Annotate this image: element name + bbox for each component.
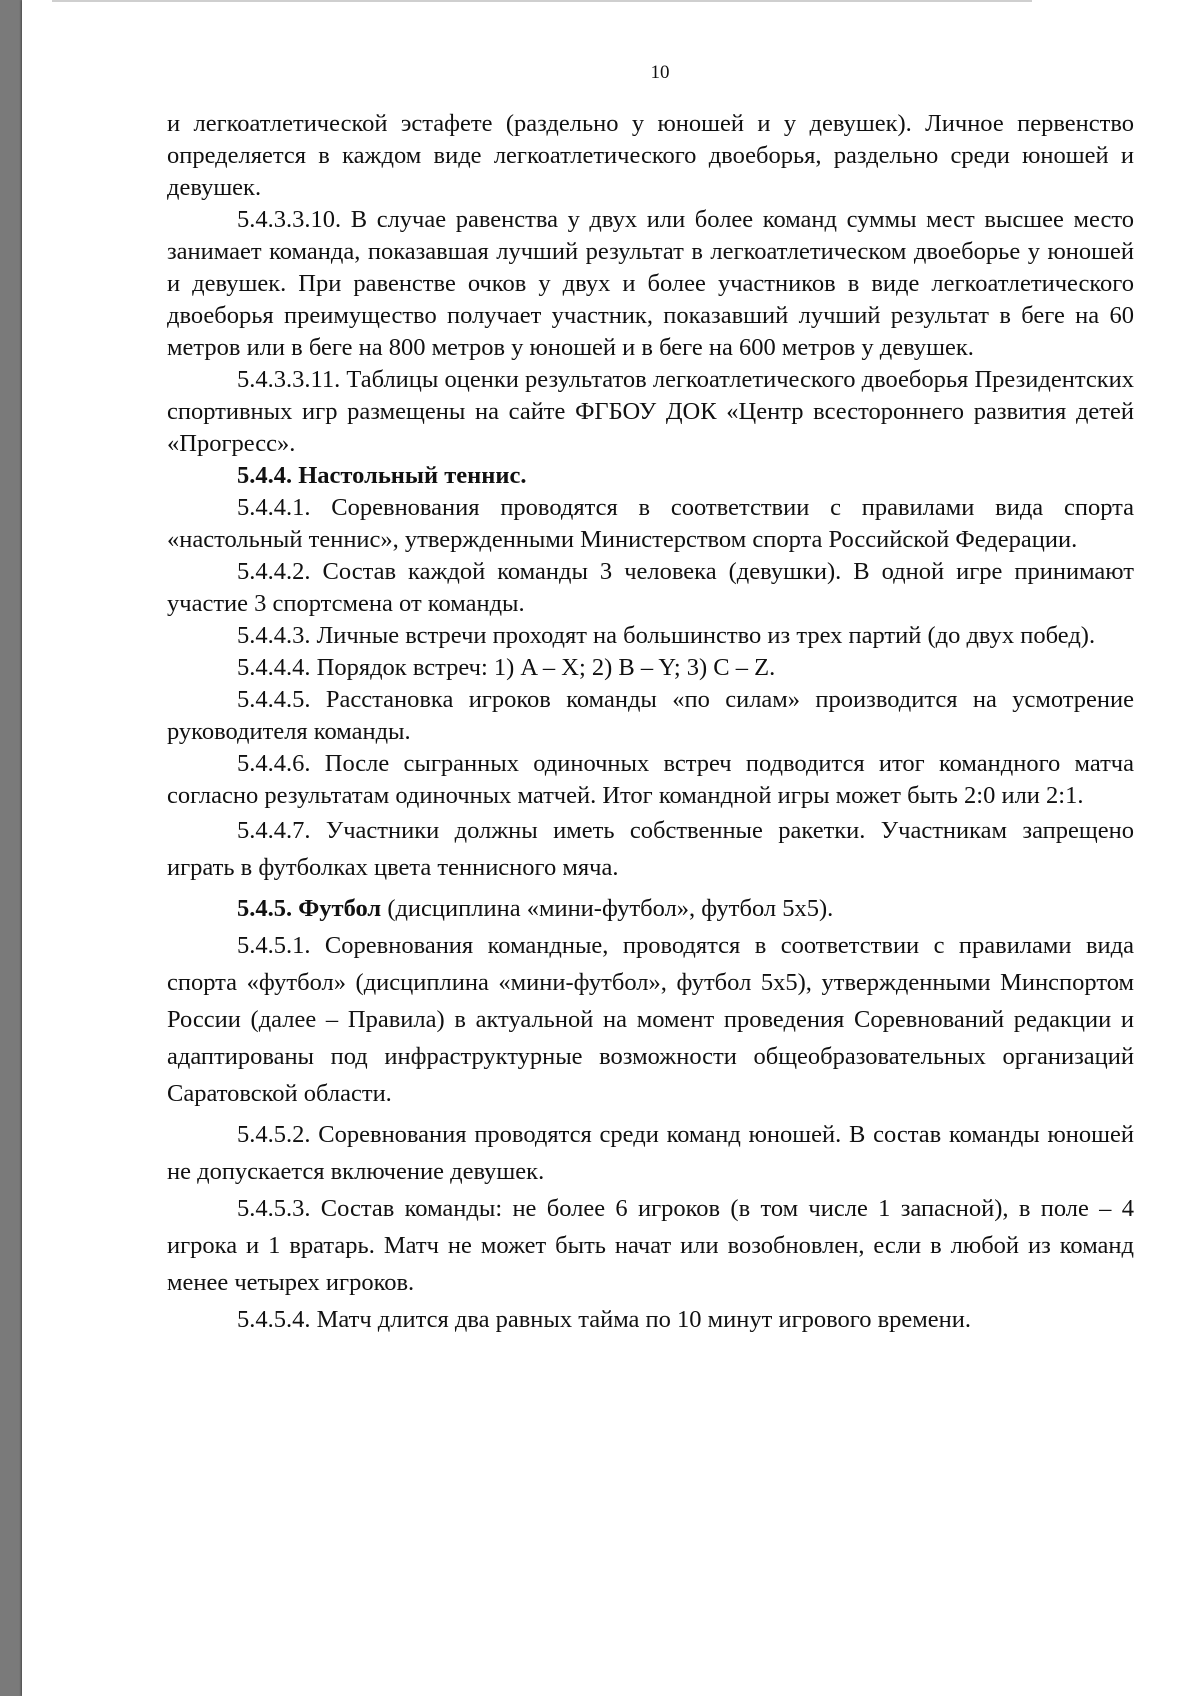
section-heading-football-title: 5.4.5. Футбол bbox=[237, 895, 382, 922]
document-body bbox=[167, 108, 1134, 1338]
top-edge-rule bbox=[52, 0, 1032, 2]
paragraph-5-4-4-3: 5.4.4.3. Личные встречи проходят на большинство из трех партий (до двух побед). bbox=[237, 622, 1096, 649]
paragraph-5-4-4-1: 5.4.4.1. Соревнования проводятся в соответствии с правилами вида спорта «настольный теннис», утвержденными Министерством спорта Российской Федерации. bbox=[167, 494, 1134, 553]
paragraph-5-4-4-6: 5.4.4.6. После сыгранных одиночных встреч подводится итог командного матча согласно результатам одиночных матчей. Итог командной игры может быть 2:0 или 2:1. bbox=[167, 750, 1134, 809]
paragraph-5-4-4-5: 5.4.4.5. Расстановка игроков команды «по силам» производится на усмотрение руководителя команды. bbox=[167, 686, 1134, 745]
paragraph-5-4-5-3: 5.4.5.3. Состав команды: не более 6 игроков (в том числе 1 запасной), в поле – 4 игрока и 1 вратарь. Матч не может быть начат или возобновлен, если в любой из команд менее четырех игроков. bbox=[167, 1195, 1134, 1296]
paragraph-5-4-4-4: 5.4.4.4. Порядок встреч: 1) A – X; 2) B – Y; 3) C – Z. bbox=[237, 654, 776, 681]
section-heading-table-tennis: 5.4.4. Настольный теннис. bbox=[237, 462, 527, 489]
paragraph-5-4-4-7: 5.4.4.7. Участники должны иметь собственные ракетки. Участникам запрещено играть в футболках цвета теннисного мяча. bbox=[167, 817, 1134, 881]
paragraph-continuation: и легкоатлетической эстафете (раздельно у юношей и у девушек). Личное первенство определяется в каждом виде легкоатлетического двоеборья, раздельно среди юношей и девушек. bbox=[167, 110, 1134, 201]
paragraph-5-4-5-1: 5.4.5.1. Соревнования командные, проводятся в соответствии с правилами вида спорта «футбол» (дисциплина «мини-футбол», футбол 5х5), утвержденными Минспортом России (далее – Правила) в актуальной на момент проведения Соревнований редакции и адаптированы под инфраструктурные возможности общеобразовательных организаций Саратовской области. bbox=[167, 932, 1134, 1107]
section-heading-football bbox=[167, 890, 1134, 927]
page-number: 10 bbox=[650, 62, 670, 83]
section-heading-football-note: (дисциплина «мини-футбол», футбол 5х5). bbox=[381, 895, 834, 922]
paragraph-5-4-4-2: 5.4.4.2. Состав каждой команды 3 человека (девушки). В одной игре принимают участие 3 спортсмена от команды. bbox=[167, 558, 1134, 617]
paragraph-5-4-5-2: 5.4.5.2. Соревнования проводятся среди команд юношей. В состав команды юношей не допускается включение девушек. bbox=[167, 1121, 1134, 1185]
paragraph-5-4-3-3-10: 5.4.3.3.10. В случае равенства у двух или более команд суммы мест высшее место занимает команда, показавшая лучший результат в легкоатлетическом двоеборье у юношей и девушек. При равенстве очков у двух и более участников в виде легкоатлетического двоеборья преимущество получает участник, показавший лучший результат в беге на 60 метров или в беге на 800 метров у юношей и в беге на 600 метров у девушек. bbox=[167, 206, 1134, 361]
paragraph-5-4-3-3-11: 5.4.3.3.11. Таблицы оценки результатов легкоатлетического двоеборья Президентских спортивных игр размещены на сайте ФГБОУ ДОК «Центр всестороннего развития детей «Прогресс». bbox=[167, 366, 1134, 457]
paragraph-5-4-5-4: 5.4.5.4. Матч длится два равных тайма по 10 минут игрового времени. bbox=[237, 1306, 972, 1333]
